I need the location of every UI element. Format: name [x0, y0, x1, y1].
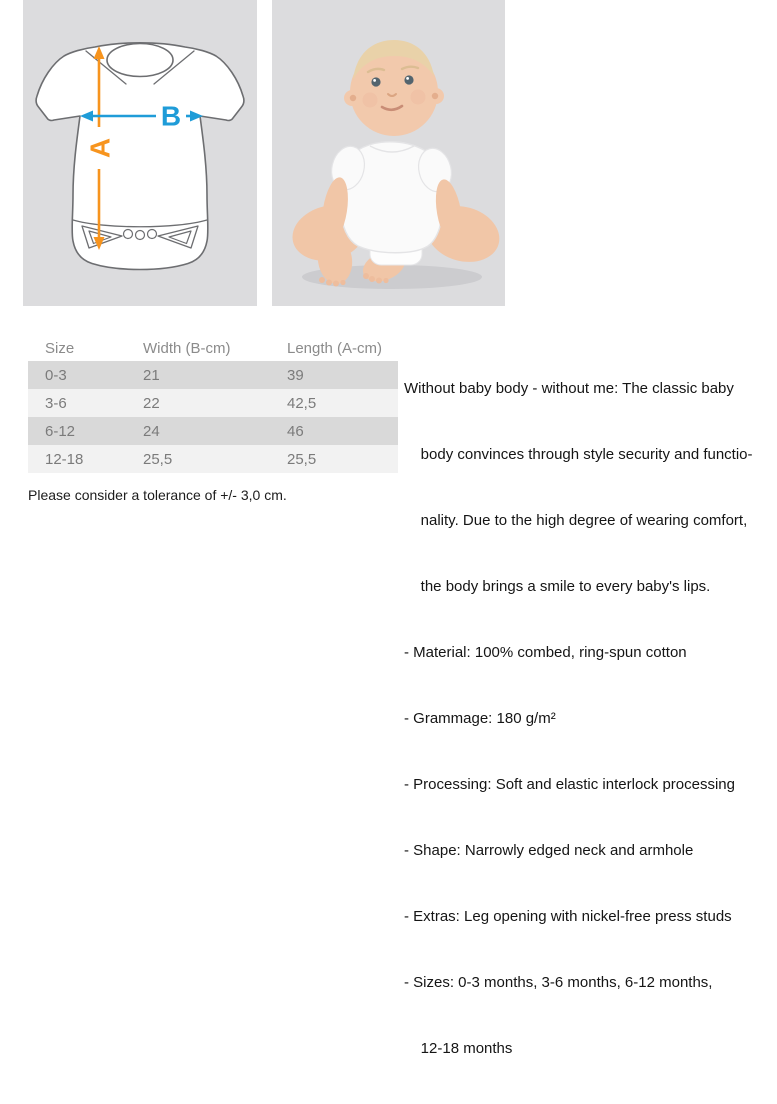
description-line: - Grammage: 180 g/m²: [404, 710, 556, 727]
width-cell: 22: [143, 394, 160, 412]
description-line: - Processing: Soft and elastic interlock processing: [404, 776, 735, 793]
tolerance-note: Please consider a tolerance of +/- 3,0 cm.: [28, 487, 287, 503]
baby-photo-illustration: [272, 0, 505, 306]
length-cell: 46: [287, 422, 304, 440]
description-line: body convinces through style security and functio-: [404, 446, 753, 463]
table-row: [28, 361, 398, 389]
description-line: - Shape: Narrowly edged neck and armhole: [404, 842, 694, 859]
description-line: - Sizes: 0-3 months, 3-6 months, 6-12 months,: [404, 974, 713, 991]
description-line: the body brings a smile to every baby's lips.: [404, 578, 711, 595]
description-line: - Extras: Leg opening with nickel-free press studs: [404, 908, 732, 925]
description-line: Without baby body - without me: The classic baby: [404, 380, 734, 397]
size-cell: 3-6: [45, 394, 67, 412]
length-cell: 42,5: [287, 394, 317, 412]
product-photo-panel: [272, 0, 505, 306]
width-cell: 21: [143, 366, 160, 384]
width-cell: 24: [143, 422, 160, 440]
header-length: Length (A-cm): [270, 336, 398, 361]
header-width: Width (B-cm): [126, 336, 270, 361]
width-cell: 25,5: [143, 450, 173, 468]
size-cell: 12-18: [45, 450, 84, 468]
press-stud: [148, 230, 157, 239]
bodysuit-diagram: [23, 0, 257, 306]
table-row: [28, 445, 398, 473]
press-stud: [124, 230, 133, 239]
product-description: [404, 334, 776, 1104]
table-row: [28, 389, 398, 417]
size-cell: 0-3: [45, 366, 67, 384]
length-cell: 39: [287, 366, 304, 384]
length-cell: 25,5: [287, 450, 317, 468]
description-line: - Material: 100% combed, ring-spun cotton: [404, 644, 687, 661]
description-line: nality. Due to the high degree of wearing comfort,: [404, 512, 748, 529]
header-size: Size: [28, 336, 126, 361]
size-table: [28, 336, 398, 473]
description-line: 12-18 months: [404, 1040, 513, 1057]
table-row: [28, 417, 398, 445]
size-diagram-panel: [23, 0, 257, 306]
length-arrow-label: A: [84, 137, 116, 159]
table-header-row: [28, 336, 398, 361]
press-stud: [136, 231, 145, 240]
width-arrow-label: B: [160, 100, 182, 132]
size-table-section: [28, 336, 398, 473]
size-cell: 6-12: [45, 422, 76, 440]
